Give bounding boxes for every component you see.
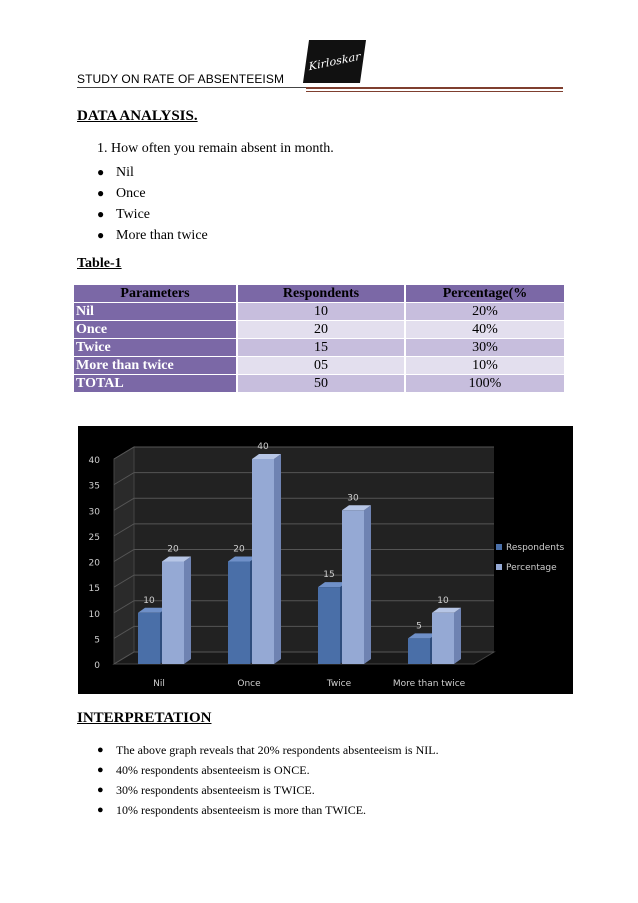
data-label: 30: [347, 493, 359, 504]
y-tick-label: 0: [94, 661, 100, 671]
table-row-total: [74, 375, 564, 392]
interpretation-item: ● The above graph reveals that 20% respondents absenteeism is NIL.: [97, 742, 439, 757]
bar: [408, 638, 430, 664]
cell-respondents: 10: [238, 303, 404, 320]
row-label: TOTAL: [74, 375, 236, 392]
table-row: [74, 321, 564, 338]
option-item: ● Nil: [97, 164, 134, 180]
x-tick-label: Twice: [326, 679, 352, 689]
row-label: Nil: [74, 303, 236, 320]
legend-swatch: [496, 544, 502, 550]
data-label: 40: [257, 442, 269, 452]
bar-chart-svg: [78, 426, 573, 694]
y-tick-label: 25: [88, 532, 100, 543]
bar-side: [184, 557, 191, 665]
header-title: STUDY ON RATE OF ABSENTEEISM: [77, 72, 285, 86]
header-rule-thin: [306, 91, 563, 92]
bullet-icon: ●: [97, 784, 104, 796]
y-tick-label: 40: [88, 456, 100, 466]
y-tick-label: 5: [94, 635, 100, 646]
y-tick-label: 15: [88, 584, 100, 595]
x-tick-label: More than twice: [392, 679, 466, 689]
interpretation-item: ● 10% respondents absenteeism is more than TWICE.: [97, 802, 367, 817]
table-title: Table-1: [77, 256, 122, 271]
section-title: DATA ANALYSIS.: [77, 108, 198, 124]
table-row: [74, 303, 564, 320]
interpretation-item: ● 30% respondents absenteeism is TWICE.: [97, 782, 315, 797]
column-header: Respondents: [238, 285, 404, 302]
y-tick-label: 35: [88, 481, 100, 492]
bullet-icon: ●: [97, 764, 104, 776]
interpretation-list: [97, 740, 439, 820]
header-rule: [77, 87, 306, 88]
bar-side: [364, 505, 371, 664]
bar-chart: [78, 426, 573, 694]
bar: [318, 587, 340, 664]
bullet-icon: ●: [97, 165, 105, 179]
cell-percentage: 40%: [406, 321, 564, 338]
table-row: [74, 357, 564, 374]
column-header: Parameters: [74, 285, 236, 302]
data-label: 10: [437, 595, 449, 606]
header-rule-thick: [306, 87, 563, 89]
cell-percentage: 10%: [406, 357, 564, 374]
cell-percentage: 30%: [406, 339, 564, 356]
option-item: ● More than twice: [97, 227, 208, 243]
question-text: 1. How often you remain absent in month.: [97, 141, 334, 156]
bar: [228, 562, 250, 665]
column-header: Percentage(%: [406, 285, 564, 302]
legend-swatch: [496, 564, 502, 570]
bar: [162, 562, 184, 665]
options-list: [97, 162, 208, 246]
bullet-icon: ●: [97, 186, 105, 200]
row-label: Twice: [74, 339, 236, 356]
interpretation-item: ● 40% respondents absenteeism is ONCE.: [97, 762, 310, 777]
kirloskar-logo: Kirloskar: [303, 40, 366, 83]
bullet-icon: ●: [97, 207, 105, 221]
bar: [342, 510, 364, 664]
option-item: ● Twice: [97, 206, 151, 222]
legend-label: Percentage: [506, 563, 557, 573]
legend-label: Respondents: [506, 543, 565, 553]
bullet-icon: ●: [97, 228, 105, 242]
bar: [138, 613, 160, 664]
table-row: [74, 339, 564, 356]
data-label: 15: [323, 570, 335, 581]
bar: [432, 613, 454, 664]
data-label: 5: [416, 621, 422, 632]
data-table: [72, 284, 566, 393]
row-label: More than twice: [74, 357, 236, 374]
bullet-icon: ●: [97, 804, 104, 816]
option-item: ● Once: [97, 185, 146, 201]
cell-respondents: 05: [238, 357, 404, 374]
data-label: 20: [167, 544, 179, 555]
cell-respondents: 15: [238, 339, 404, 356]
cell-respondents: 50: [238, 375, 404, 392]
bar: [252, 459, 274, 664]
cell-percentage: 100%: [406, 375, 564, 392]
table-header-row: [74, 285, 564, 302]
cell-respondents: 20: [238, 321, 404, 338]
y-tick-label: 30: [88, 507, 100, 518]
bullet-icon: ●: [97, 744, 104, 756]
data-label: 20: [233, 544, 245, 555]
cell-percentage: 20%: [406, 303, 564, 320]
y-tick-label: 10: [88, 609, 100, 620]
row-label: Once: [74, 321, 236, 338]
interpretation-title: INTERPRETATION: [77, 710, 212, 726]
data-label: 10: [143, 595, 155, 606]
x-tick-label: Once: [237, 679, 261, 689]
bar-side: [454, 608, 461, 664]
x-tick-label: Nil: [153, 679, 165, 689]
bar-side: [274, 454, 281, 664]
y-tick-label: 20: [88, 558, 100, 569]
